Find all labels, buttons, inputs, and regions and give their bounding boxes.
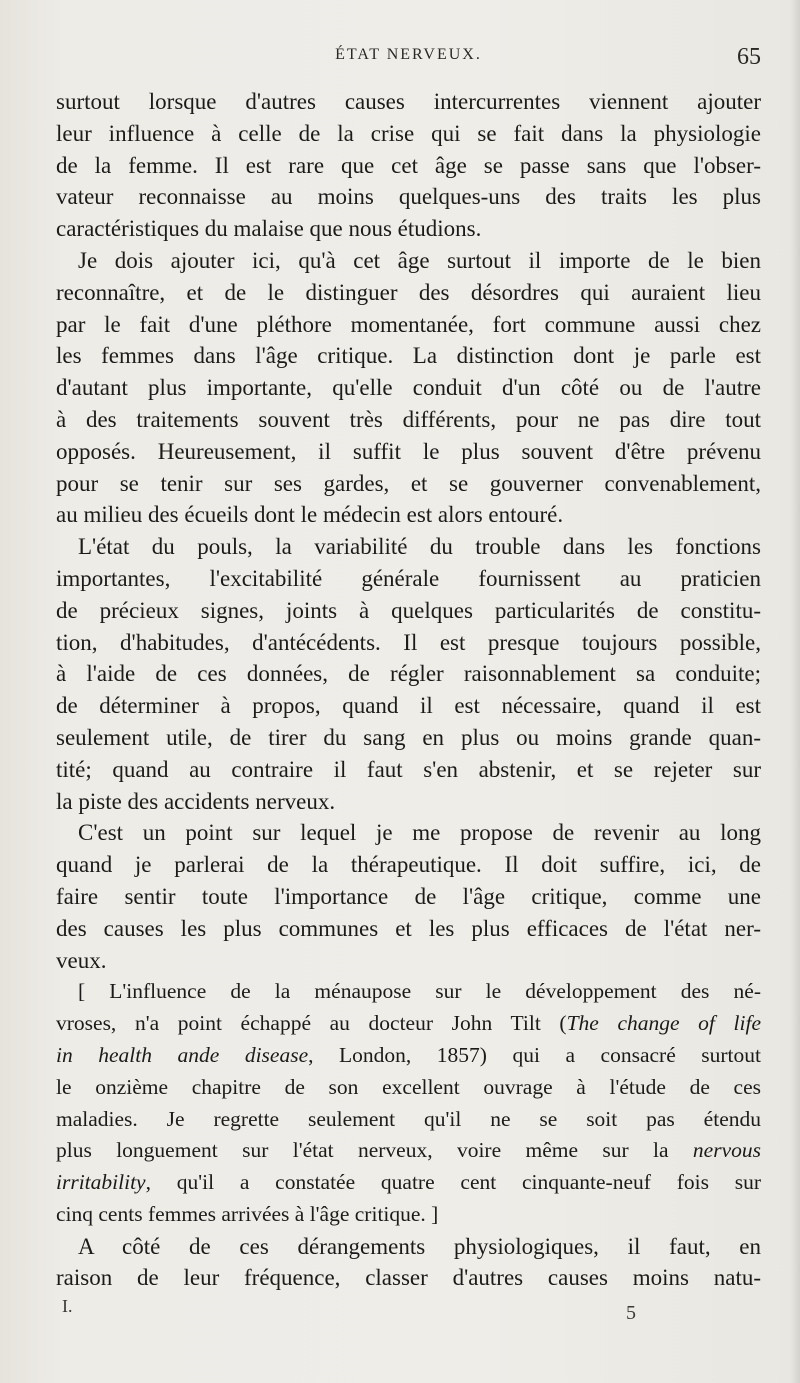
note-text: vroses, n'a point échappé au docteur John Tilt ( (56, 1011, 567, 1036)
book-title-continued: in health ande disease (56, 1042, 309, 1067)
note-text: , London, 1857) qui a consacré surtout (308, 1042, 761, 1067)
running-head: ÉTAT NERVEUX. (335, 46, 482, 63)
signature-mark: I. (62, 1296, 73, 1316)
text-line: C'est un point sur lequel je me propose de revenir au long (78, 820, 761, 846)
text-line: par le fait d'une pléthore momentanée, fort commune aussi chez (56, 311, 761, 337)
text-line: des causes les plus communes et les plus efficaces de l'état ner- (56, 915, 761, 941)
note-line (56, 1135, 761, 1167)
text-line: au milieu des écueils dont le médecin est alors entouré. (56, 502, 564, 528)
text-line: surtout lorsque d'autres causes intercurrentes viennent ajouter (56, 89, 761, 114)
text-line: de précieux signes, joints à quelques particularités de constitu- (56, 597, 761, 623)
text-line: quand je parlerai de la thérapeutique. Il doit suffire, ici, de (56, 852, 761, 878)
note-line: cinq cents femmes arrivées à l'âge critique. ] (56, 1201, 439, 1226)
text-line: vateur reconnaisse au moins quelques-uns des traits les plus (56, 184, 761, 210)
text-line: A côté de ces dérangements physiologiques, il faut, en (78, 1233, 761, 1259)
note-line: maladies. Je regrette seulement qu'il ne se soit pas étendu (56, 1106, 761, 1131)
page-footer (56, 1296, 761, 1330)
text-line: pour se tenir sur ses gardes, et se gouverner convenablement, (56, 470, 761, 496)
text-line: la piste des accidents nerveux. (56, 788, 336, 814)
body-text (56, 86, 761, 1294)
note-line (56, 1167, 761, 1199)
text-line: raison de leur fréquence, classer d'autres causes moins natu- (56, 1265, 761, 1291)
english-term: nervous (692, 1138, 761, 1163)
signature-number: 5 (626, 1302, 636, 1324)
text-line: seulement utile, de tirer du sang en plus ou moins grande quan- (56, 724, 761, 750)
book-title: The change of life (566, 1011, 761, 1036)
text-line: les femmes dans l'âge critique. La distinction dont je parle est (56, 343, 761, 369)
english-term-continued: irritability (56, 1170, 146, 1195)
text-line: importantes, l'excitabilité générale fournissent au praticien (56, 565, 761, 591)
page-edge-shadow (790, 0, 800, 1383)
note-text: plus longuement sur l'état nerveux, voire même sur la (56, 1138, 693, 1163)
text-line: de déterminer à propos, quand il est nécessaire, quand il est (56, 693, 761, 719)
text-line: à des traitements souvent très différents, pour ne pas dire tout (56, 406, 761, 432)
text-line: d'autant plus importante, qu'elle conduit d'un côté ou de l'autre (56, 375, 761, 401)
text-line: tité; quand au contraire il faut s'en abstenir, et se rejeter sur (56, 756, 761, 782)
text-line: faire sentir toute l'importance de l'âge critique, comme une (56, 883, 761, 909)
note-line (56, 1040, 761, 1072)
text-line: Je dois ajouter ici, qu'à cet âge surtout il importe de le bien (78, 247, 761, 273)
text-line: tion, d'habitudes, d'antécédents. Il est presque toujours possible, (56, 629, 761, 655)
text-line: de la femme. Il est rare que cet âge se passe sans que l'obser- (56, 152, 761, 178)
note-line (56, 1008, 761, 1040)
text-line: caractéristiques du malaise que nous étudions. (56, 216, 482, 242)
text-line: veux. (56, 947, 107, 973)
page-number: 65 (737, 44, 761, 70)
text-line: leur influence à celle de la crise qui se fait dans la physiologie (56, 120, 761, 146)
text-line: reconnaître, et de le distinguer des désordres qui auraient lieu (56, 279, 761, 305)
note-line: [ L'influence de la ménaupose sur le développement des né- (78, 979, 761, 1004)
text-line: opposés. Heureusement, il suffit le plus souvent d'être prévenu (56, 438, 761, 464)
note-text: , qu'il a constatée quatre cent cinquante-neuf fois sur (145, 1170, 761, 1195)
text-line: à l'aide de ces données, de régler raisonnablement sa conduite; (56, 661, 761, 687)
note-line: le onzième chapitre de son excellent ouvrage à l'étude de ces (56, 1074, 761, 1099)
text-line: L'état du pouls, la variabilité du trouble dans les fonctions (78, 534, 761, 560)
page-header (56, 44, 761, 84)
